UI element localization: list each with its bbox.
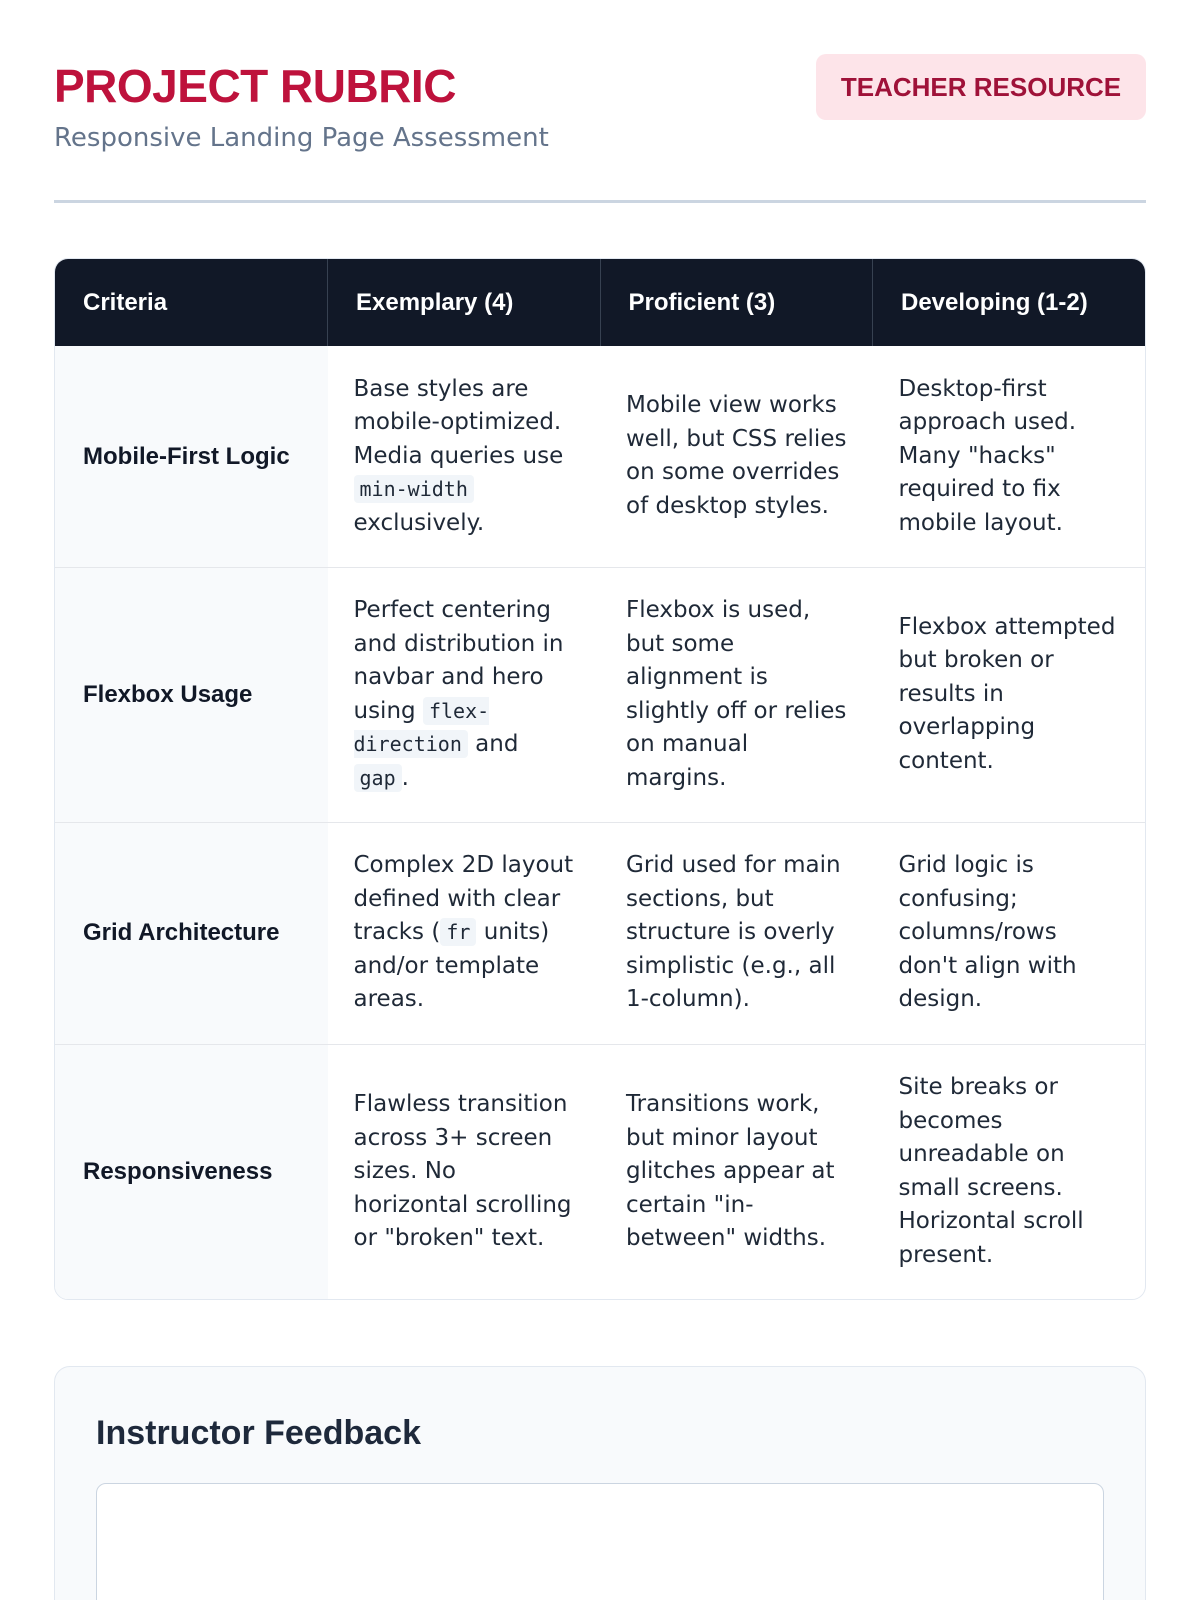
code-snippet: flex-direction [353, 698, 490, 756]
code-snippet: min-width [354, 475, 474, 503]
table-row [55, 567, 1145, 822]
teacher-resource-badge: TEACHER RESOURCE [816, 54, 1146, 120]
criteria-cell: Responsiveness [55, 1044, 328, 1299]
table-row [55, 822, 1145, 1044]
column-header-exemplary: Exemplary (4) [328, 259, 601, 346]
code-snippet: fr [440, 918, 476, 946]
exemplary-cell: Perfect centering and distribution in navbar and hero using flex-direction and gap . [328, 567, 601, 822]
table-row [55, 1044, 1145, 1299]
rubric-table [54, 258, 1146, 1300]
proficient-cell: Flexbox is used, but some alignment is slightly off or relies on manual margins. [600, 567, 873, 822]
feedback-title: Instructor Feedback [96, 1414, 421, 1452]
exemplary-cell: Base styles are mobile-optimized. Media queries use min-width exclusively. [353, 375, 564, 536]
exemplary-cell: Complex 2D layout defined with clear tracks ( fr units) and/or template areas. [328, 822, 601, 1044]
header-divider [54, 200, 1146, 203]
instructor-feedback-panel [54, 1366, 1146, 1600]
developing-cell: Desktop-first approach used. Many "hacks" required to fix mobile layout. [898, 375, 1077, 536]
feedback-textarea[interactable] [96, 1483, 1104, 1600]
page-header [54, 52, 1146, 202]
code-snippet: gap [354, 764, 402, 792]
proficient-cell: Mobile view works well, but CSS relies on some overrides of desktop styles. [626, 392, 847, 519]
proficient-cell: Transitions work, but minor layout glitches appear at certain "in-between" widths. [600, 1044, 873, 1299]
developing-cell: Grid logic is confusing; columns/rows don't align with design. [873, 822, 1146, 1044]
developing-cell: Flexbox attempted but broken or results in overlapping content. [873, 567, 1146, 822]
criteria-cell: Mobile-First Logic [55, 346, 328, 567]
column-header-criteria: Criteria [55, 259, 328, 346]
column-header-proficient: Proficient (3) [600, 259, 873, 346]
criteria-cell: Grid Architecture [55, 822, 328, 1044]
criteria-cell: Flexbox Usage [55, 567, 328, 822]
table-row [55, 346, 1145, 567]
page-subtitle: Responsive Landing Page Assessment [54, 123, 549, 153]
exemplary-cell: Flawless transition across 3+ screen sizes. No horizontal scrolling or "broken" text. [328, 1044, 601, 1299]
proficient-cell: Grid used for main sections, but structure is overly simplistic (e.g., all 1-column). [600, 822, 873, 1044]
page-title: PROJECT RUBRIC [54, 60, 456, 112]
rubric-header-row [55, 259, 1145, 346]
developing-cell: Site breaks or becomes unreadable on small screens. Horizontal scroll present. [873, 1044, 1146, 1299]
column-header-developing: Developing (1-2) [873, 259, 1146, 346]
